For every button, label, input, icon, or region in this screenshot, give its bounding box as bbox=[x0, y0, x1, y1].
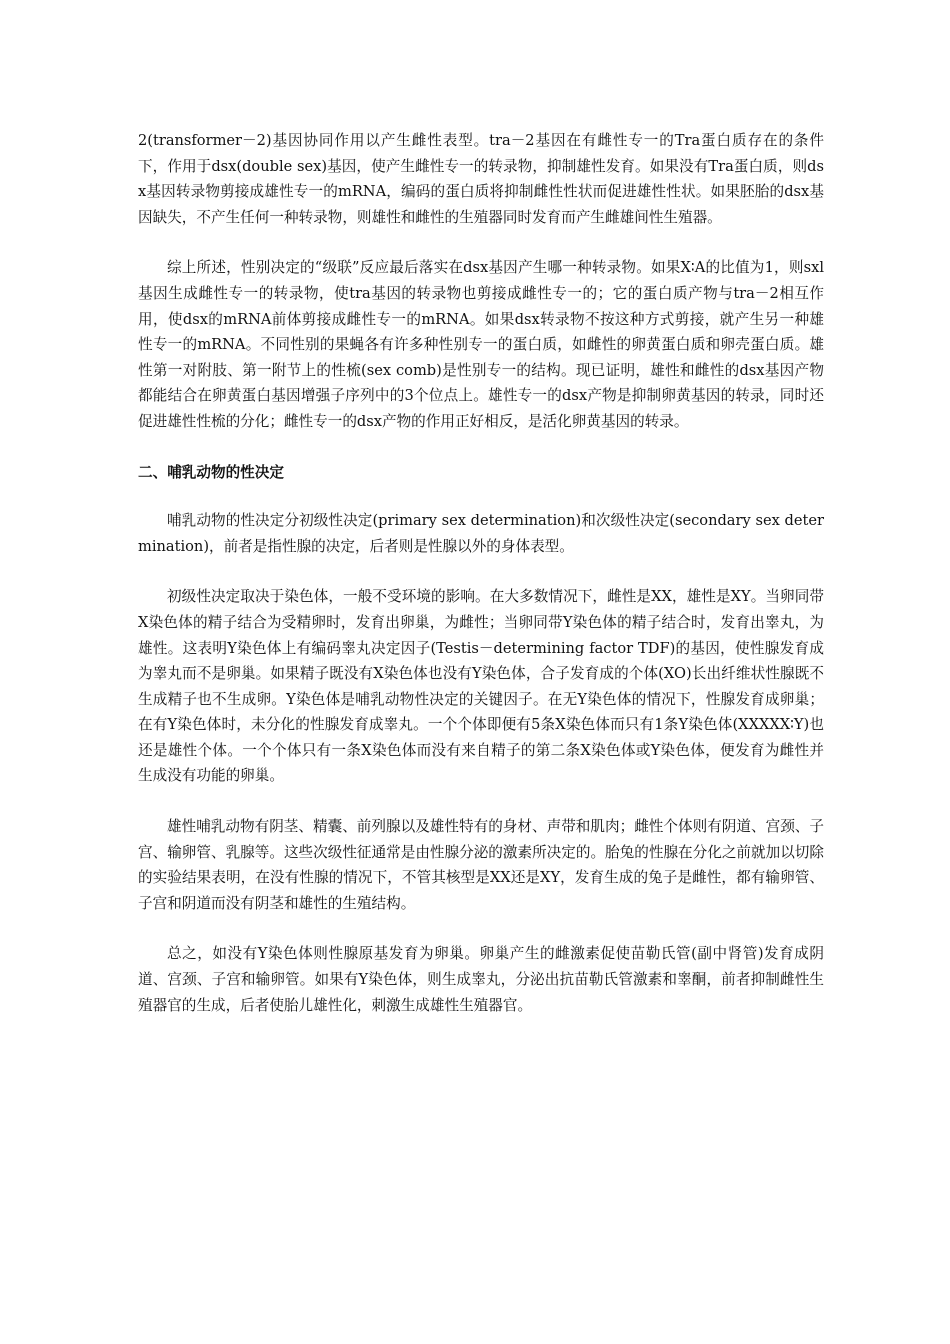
paragraph-cascade-summary: 综上所述，性别决定的“级联”反应最后落实在dsx基因产生哪一种转录物。如果X∶A的比值为1，则sxl基因生成雌性专一的转录物，使tra基因的转录物也剪接成雌性专一的；它的蛋白质产物与tra－2相互作用，使dsx的mRNA前体剪接成雌性专一的mRNA。如果dsx转录物不按这种方式剪接，就产生另一种雄性专一的mRNA。不同性别的果蝇各有许多种性别专一的蛋白质，如雌性的卵黄蛋白质和卵壳蛋白质。雄性第一对附肢、第一附节上的性梳(sex comb)是性别专一的结构。现已证明，雄性和雌性的dsx基因产物都能结合在卵黄蛋白基因增强子序列中的3个位点上。雄性专一的dsx产物是抑制卵黄基因的转录，同时还促进雄性性梳的分化；雌性专一的dsx产物的作用正好相反，是活化卵黄基因的转录。 bbox=[138, 259, 824, 430]
paragraph-dsx-continuation: 2(transformer－2)基因协同作用以产生雌性表型。tra－2基因在有雌性专一的Tra蛋白质存在的条件下，作用于dsx(double sex)基因，使产生雌性专一的转录物，抑制雄性发育。如果没有Tra蛋白质，则dsx基因转录物剪接成雄性专一的mRNA，编码的蛋白质将抑制雌性性状而促进雄性性状。如果胚胎的dsx基因缺失，不产生任何一种转录物，则雄性和雌性的生殖器同时发育而产生雌雄间性生殖器。 bbox=[138, 132, 824, 226]
document-page bbox=[138, 128, 824, 1043]
section-heading: 二、哺乳动物的性决定 bbox=[138, 463, 284, 481]
paragraph-primary-determination: 初级性决定取决于染色体，一般不受环境的影响。在大多数情况下，雌性是XX，雄性是XY。当卵同带X染色体的精子结合为受精卵时，发育出卵巢，为雌性；当卵同带Y染色体的精子结合时，发育出睾丸，为雄性。这表明Y染色体上有编码睾丸决定因子(Testis－determining factor TDF)的基因，使性腺发育成为睾丸而不是卵巢。如果精子既没有X染色体也没有Y染色体，合子发育成的个体(XO)长出纤维状性腺既不生成精子也不生成卵。Y染色体是哺乳动物性决定的关键因子。在无Y染色体的情况下，性腺发育成卵巢；在有Y染色体时，未分化的性腺发育成睾丸。一个个体即便有5条X染色体而只有1条Y染色体(XXXXX∶Y)也还是雄性个体。一个个体只有一条X染色体而没有来自精子的第二条X染色体或Y染色体，便发育为雌性并生成没有功能的卵巢。 bbox=[138, 588, 824, 785]
paragraph-conclusion: 总之，如没有Y染色体则性腺原基发育为卵巢。卵巢产生的雌激素促使苗勒氏管(副中肾管)发育成阴道、宫颈、子宫和输卵管。如果有Y染色体，则生成睾丸，分泌出抗苗勒氏管激素和睾酮，前者抑制雌性生殖器官的生成，后者使胎儿雄性化，刺激生成雄性生殖器官。 bbox=[138, 945, 824, 1014]
paragraph-secondary-traits: 雄性哺乳动物有阴茎、精囊、前列腺以及雄性特有的身材、声带和肌肉；雌性个体则有阴道、宫颈、子宫、输卵管、乳腺等。这些次级性征通常是由性腺分泌的激素所决定的。胎兔的性腺在分化之前就加以切除的实验结果表明，在没有性腺的情况下，不管其核型是XX还是XY，发育生成的兔子是雌性，都有输卵管、子宫和阴道而没有阴茎和雄性的生殖结构。 bbox=[138, 818, 824, 912]
paragraph-mammal-intro: 哺乳动物的性决定分初级性决定(primary sex determination)和次级性决定(secondary sex determination)，前者是指性腺的决定，后者则是性腺以外的身体表型。 bbox=[138, 512, 824, 555]
